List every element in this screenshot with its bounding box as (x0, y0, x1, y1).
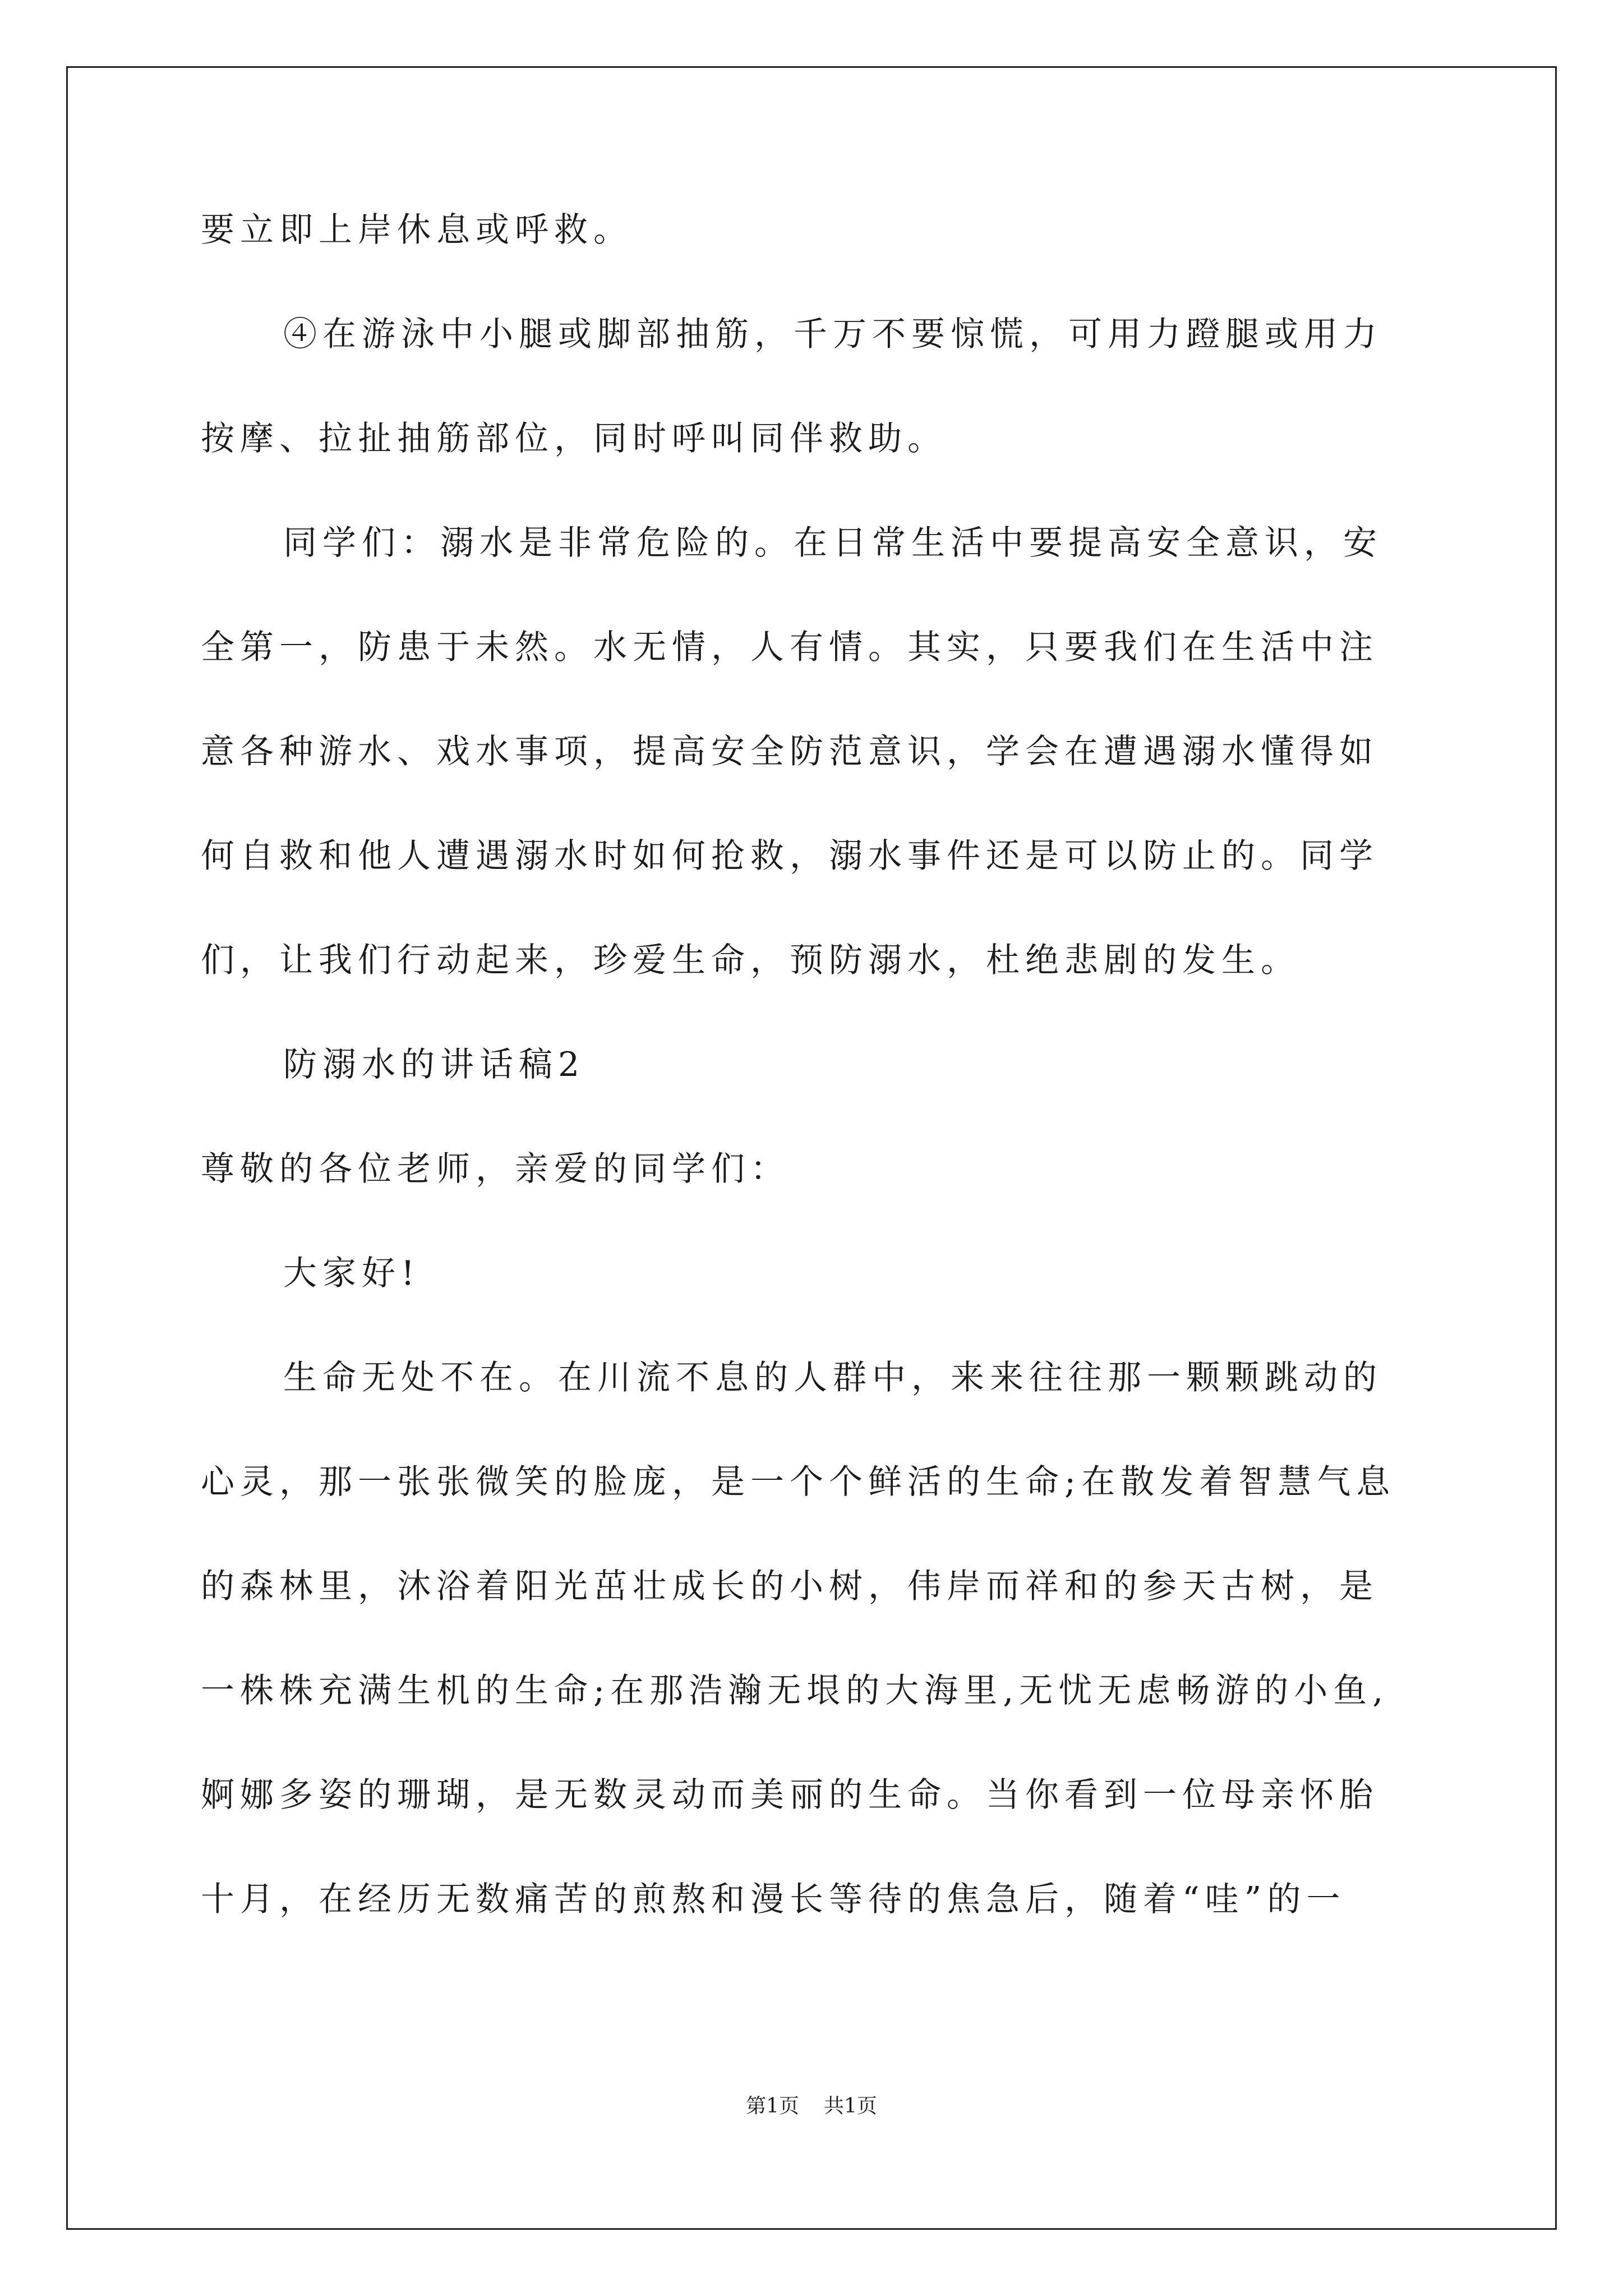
text-line: 生命无处不在。在川流不息的人群中，来来往往那一颗颗跳动的 (283, 1358, 1382, 1397)
text-line: 同学们：溺水是非常危险的。在日常生活中要提高安全意识，安 (283, 523, 1382, 563)
text-line: 全第一，防患于未然。水无情，人有情。其实，只要我们在生活中注 (201, 628, 1378, 667)
greeting: 大家好! (283, 1254, 421, 1293)
page-total: 共1页 (824, 2095, 877, 2118)
text-line: 心灵，那一张张微笑的脸庞，是一个个鲜活的生命;在散发着智慧气息 (201, 1462, 1396, 1502)
text-line: 要立即上岸休息或呼救。 (201, 210, 633, 250)
text-line: 十月，在经历无数痛苦的煎熬和漫长等待的焦急后，随着“哇”的一 (201, 1880, 1346, 1919)
text-line: 的森林里，沐浴着阳光茁壮成长的小树，伟岸而祥和的参天古树，是 (201, 1567, 1378, 1606)
document-body (201, 210, 1435, 1919)
text-line: 何自救和他人遭遇溺水时如何抢救，溺水事件还是可以防止的。同学 (201, 836, 1378, 876)
text-line: 按摩、拉扯抽筋部位，同时呼叫同伴救助。 (201, 419, 947, 458)
text-line: 意各种游水、戏水事项，提高安全防范意识，学会在遭遇溺水懂得如 (201, 732, 1378, 771)
page-footer (0, 2095, 1623, 2118)
text-line: 一株株充满生机的生命;在那浩瀚无垠的大海里,无忧无虑畅游的小鱼, (201, 1671, 1389, 1710)
salutation: 尊敬的各位老师，亲爱的同学们： (201, 1149, 790, 1189)
page-number: 第1页 (746, 2095, 799, 2118)
text-line: 们，让我们行动起来，珍爱生命，预防溺水，杜绝悲剧的发生。 (201, 941, 1300, 980)
section-heading: 防溺水的讲话稿2 (283, 1045, 585, 1084)
text-line: ④在游泳中小腿或脚部抽筋，千万不要惊慌，可用力蹬腿或用力 (283, 315, 1382, 354)
text-line: 婀娜多姿的珊瑚，是无数灵动而美丽的生命。当你看到一位母亲怀胎 (201, 1775, 1378, 1815)
